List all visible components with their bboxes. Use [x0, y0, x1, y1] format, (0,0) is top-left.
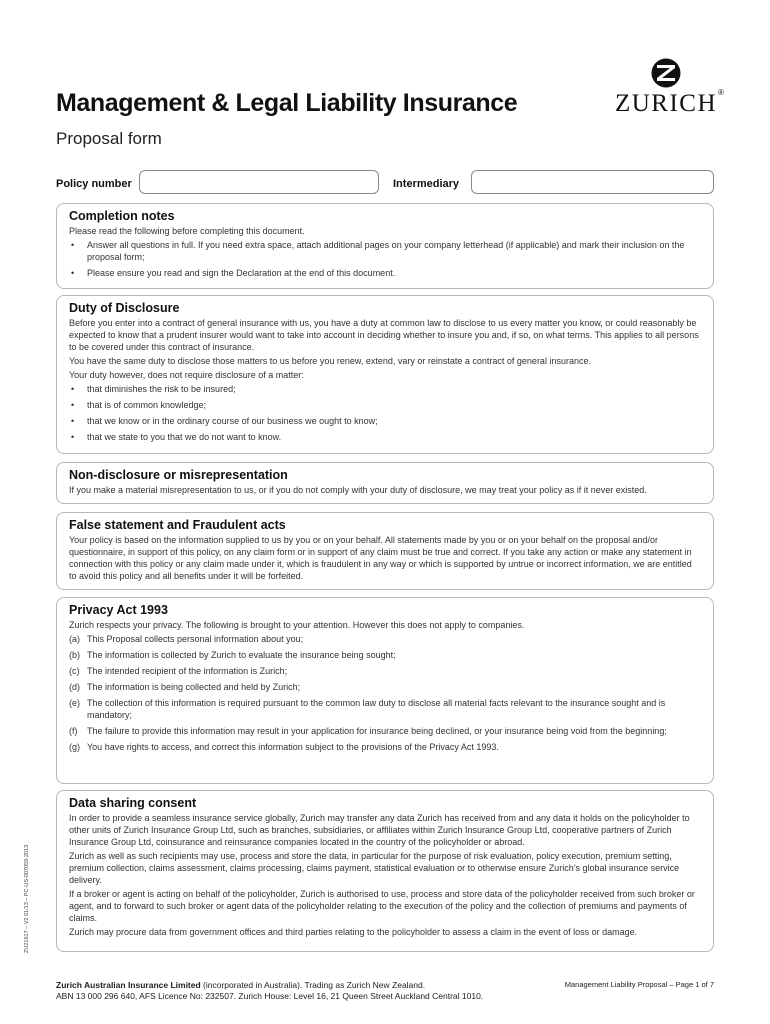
lettered-list	[69, 633, 701, 753]
section-heading: Completion notes	[69, 209, 175, 223]
page-subtitle: Proposal form	[56, 129, 162, 148]
list-item: • that we know or in the ordinary course of our business we ought to know;	[69, 415, 701, 427]
registered-mark: ®	[718, 88, 724, 97]
section-intro: Zurich respects your privacy. The following is brought to your attention. However this does not apply to companies.	[69, 620, 525, 630]
list-marker: (f)	[69, 726, 78, 736]
policy-number-label: Policy number	[56, 178, 132, 190]
list-marker: (g)	[69, 742, 80, 752]
paragraph: In order to provide a seamless insurance service globally, Zurich may transfer any data Zurich has received from and any data it holds on the policyholder to other units of Zurich Insurance Group Ltd, such as branches, subsidiaries, or affiliates within Zurich Insurance Group Ltd, cooperative partners of Zurich Insurance Group Ltd, coinsurance and reinsurance companies located in the country of the policyholder or abroad.	[69, 813, 690, 847]
list-marker: (a)	[69, 634, 80, 644]
paragraph: Zurich as well as such recipients may use, process and store the data, in particular for the purpose of risk evaluation, policy execution, premium setting, premium collection, claims assessment, claims processing, claims payment, statistical evaluation or to otherwise ensure Zurich’s global insurance service delivery.	[69, 851, 680, 885]
list-item	[69, 697, 701, 721]
list-item-text: You have rights to access, and correct this information subject to the provisions of the Privacy Act 1993.	[87, 742, 499, 752]
section-privacy-act	[56, 597, 714, 784]
list-marker: (e)	[69, 698, 80, 708]
bullet-list	[69, 239, 701, 279]
section-data-sharing	[56, 790, 714, 952]
list-item-text: The failure to provide this information may result in your application for insurance being declined, or your insurance being void from the beginning;	[87, 726, 667, 736]
list-item: • that diminishes the risk to be insured;	[69, 383, 701, 395]
footer-company-info	[56, 980, 483, 1002]
paragraph: Before you enter into a contract of general insurance with us, you have a duty at common law to disclose to us every matter you know, or could reasonably be expected to know that a prudent insurer would want to take into account in deciding whether to insure you and, if so, on what terms. This applies to all persons to be covered under this contract of insurance.	[69, 318, 699, 352]
section-heading: Non-disclosure or misrepresentation	[69, 468, 288, 482]
intermediary-field[interactable]	[471, 170, 714, 194]
list-item: • Please ensure you read and sign the Declaration at the end of this document.	[69, 267, 701, 279]
brand-name: ZURICH	[614, 90, 718, 117]
policy-number-field[interactable]	[139, 170, 379, 194]
list-marker: (c)	[69, 666, 80, 676]
section-heading: Duty of Disclosure	[69, 301, 180, 315]
list-item: • that we state to you that we do not want to know.	[69, 431, 701, 443]
document-code: ZU21617 – V2 01/13 – PC-US-007059-2013	[24, 844, 30, 953]
footer-company-name: Zurich Australian Insurance Limited	[56, 980, 201, 990]
list-item-text: The information is being collected and held by Zurich;	[87, 682, 301, 692]
intermediary-label: Intermediary	[393, 178, 460, 190]
paragraph: Your duty however, does not require disclosure of a matter:	[69, 370, 304, 380]
list-item	[69, 741, 701, 753]
page-number: Management Liability Proposal – Page 1 of 7	[564, 980, 714, 989]
paragraph: If a broker or agent is acting on behalf of the policyholder, Zurich is authorised to use, process and store data of the policyholder received from such broker or agent, and to forward to such broker or agent data of the policyholder relating to the execution of the policy and the collection of premiums and payments of claims.	[69, 889, 695, 923]
zurich-emblem-icon	[646, 58, 686, 88]
list-marker: (d)	[69, 682, 80, 692]
list-item-text: This Proposal collects personal information about you;	[87, 634, 304, 644]
zurich-logo	[614, 58, 724, 122]
section-intro: Please read the following before completing this document.	[69, 226, 305, 236]
list-marker: (b)	[69, 650, 80, 660]
section-completion-notes	[56, 203, 714, 289]
list-item: • that is of common knowledge;	[69, 399, 701, 411]
section-non-disclosure	[56, 462, 714, 504]
section-heading: False statement and Fraudulent acts	[69, 518, 286, 532]
list-item: • Answer all questions in full. If you need extra space, attach additional pages on your company letterhead (if applicable) and mark their inclusion on the proposal form;	[69, 239, 701, 263]
section-duty-of-disclosure	[56, 295, 714, 454]
list-item-text: The information is collected by Zurich to evaluate the insurance being sought;	[87, 650, 396, 660]
list-item	[69, 725, 701, 737]
page-title: Management & Legal Liability Insurance	[56, 89, 518, 117]
bullet-list	[69, 383, 701, 443]
list-item-text: The collection of this information is required pursuant to the common law duty to disclose all material facts relevant to the insurance sought and is mandatory;	[87, 698, 666, 720]
paragraph: Zurich may procure data from government offices and third parties relating to the policyholder to assess a claim in the event of loss or damage.	[69, 927, 638, 937]
footer-company-rest: (incorporated in Australia). Trading as Zurich New Zealand.	[200, 980, 426, 990]
list-item	[69, 665, 701, 677]
section-false-statement	[56, 512, 714, 590]
section-heading: Data sharing consent	[69, 796, 197, 810]
list-item	[69, 681, 701, 693]
list-item	[69, 633, 701, 645]
list-item	[69, 649, 701, 661]
paragraph: Your policy is based on the information supplied to us by you or on your behalf. All statements made by you or on your behalf on the proposal and/or questionnaire, in support of this policy, on any claim form or in support of any claim must be true and correct. If you take any action or make any statement in connection with this policy or any claim made under it, which is fraudulent in any way or which is supported by untrue or incorrect information, we are entitled to avoid this policy and all benefits under it will be forfeited.	[69, 535, 692, 581]
list-item-text: The intended recipient of the information is Zurich;	[87, 666, 288, 676]
footer-address: ABN 13 000 296 640, AFS Licence No: 232507. Zurich House: Level 16, 21 Queen Street Auckland Central 1010.	[56, 991, 484, 1001]
paragraph: If you make a material misrepresentation to us, or if you do not comply with your duty of disclosure, we may treat your policy as if it never existed.	[69, 485, 647, 495]
section-heading: Privacy Act 1993	[69, 603, 168, 617]
paragraph: You have the same duty to disclose those matters to us before you renew, extend, vary or reinstate a contract of general insurance.	[69, 356, 591, 366]
